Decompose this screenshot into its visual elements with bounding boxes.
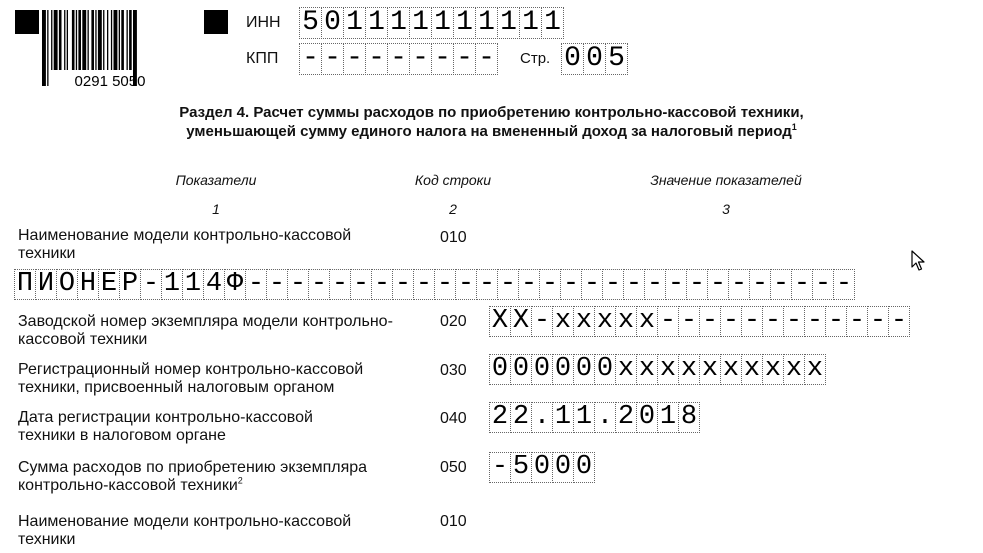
row-040-label (18, 409, 438, 445)
char-cell: - (329, 269, 351, 300)
row-050-label-line1: Сумма расходов по приобретению экземпляра (18, 459, 368, 476)
char-cell: - (783, 306, 805, 337)
char-cell: - (833, 269, 855, 300)
char-cell: - (453, 43, 476, 75)
char-cell: О (56, 269, 78, 300)
row-040-label-line1: Дата регистрации контрольно-кассовой (18, 409, 313, 426)
char-cell: - (728, 269, 750, 300)
char-cell: x (636, 354, 658, 385)
char-cell: 1 (182, 269, 204, 300)
char-cell: x (741, 354, 763, 385)
char-cell: - (350, 269, 372, 300)
char-cell: Ф (224, 269, 246, 300)
char-cell: - (623, 269, 645, 300)
char-cell: x (552, 306, 574, 337)
row-050-label (18, 459, 438, 495)
char-cell: 1 (573, 402, 595, 433)
char-cell: - (539, 269, 561, 300)
char-cell: - (455, 269, 477, 300)
char-cell: - (299, 43, 322, 75)
mouse-cursor-icon (911, 250, 925, 272)
char-cell: 1 (161, 269, 183, 300)
char-cell: 0 (573, 452, 595, 483)
char-cell: 0 (573, 354, 595, 385)
char-cell: - (560, 269, 582, 300)
char-cell: - (749, 269, 771, 300)
char-cell: - (657, 306, 679, 337)
char-cell: X (510, 306, 532, 337)
char-cell: . (531, 402, 553, 433)
row-010b-label-line1: Наименование модели контрольно-кассовой (18, 513, 352, 530)
char-cell: 0 (552, 452, 574, 483)
char-cell: 0 (489, 354, 511, 385)
char-cell: 0 (531, 452, 553, 483)
char-cell: - (531, 306, 553, 337)
char-cell: - (762, 306, 784, 337)
char-cell: x (699, 354, 721, 385)
char-cell: x (573, 306, 595, 337)
char-cell: - (497, 269, 519, 300)
char-cell: - (245, 269, 267, 300)
char-cell: 1 (453, 7, 476, 39)
page-cells (561, 43, 627, 75)
char-cell: 0 (636, 402, 658, 433)
row-010-label-line1: Наименование модели контрольно-кассовой (18, 227, 352, 244)
char-cell: 1 (475, 7, 498, 39)
char-cell: - (867, 306, 889, 337)
char-cell: 0 (510, 354, 532, 385)
row-020-label (18, 313, 438, 349)
char-cell: - (602, 269, 624, 300)
char-cell: 0 (583, 43, 606, 75)
char-cell: 2 (489, 402, 511, 433)
alignment-marker-right (204, 10, 228, 34)
char-cell: x (615, 354, 637, 385)
char-cell: И (35, 269, 57, 300)
char-cell: x (762, 354, 784, 385)
kpp-label: КПП (246, 50, 279, 67)
row-050-label-line2-text: контрольно-кассовой техники (18, 477, 238, 494)
row-010-cells[interactable] (14, 269, 854, 300)
char-cell: Н (77, 269, 99, 300)
row-040-cells[interactable] (489, 402, 699, 433)
section-title-line2-text: уменьшающей сумму единого налога на вмененный доход за налоговый период (186, 123, 792, 140)
char-cell: x (678, 354, 700, 385)
char-cell: П (14, 269, 36, 300)
char-cell: 1 (409, 7, 432, 39)
char-cell: 1 (431, 7, 454, 39)
char-cell: 0 (552, 354, 574, 385)
char-cell: - (686, 269, 708, 300)
char-cell: 5 (510, 452, 532, 483)
char-cell: X (489, 306, 511, 337)
char-cell: 2 (615, 402, 637, 433)
char-cell: 0 (531, 354, 553, 385)
char-cell: - (720, 306, 742, 337)
char-cell: 5 (299, 7, 322, 39)
char-cell: - (140, 269, 162, 300)
row-040-label-line2: техники в налоговом органе (18, 427, 226, 444)
row-010b-label-line2: техники (18, 531, 76, 548)
kpp-cells (299, 43, 497, 75)
char-cell: - (343, 43, 366, 75)
char-cell: - (476, 269, 498, 300)
column-header-indicators: Показатели (175, 172, 257, 188)
row-010-label (18, 227, 438, 263)
char-cell: - (321, 43, 344, 75)
column-number-1: 1 (212, 201, 220, 217)
row-050-cells[interactable] (489, 452, 594, 483)
char-cell: - (791, 269, 813, 300)
char-cell: - (287, 269, 309, 300)
char-cell: - (365, 43, 388, 75)
char-cell: - (266, 269, 288, 300)
char-cell: x (657, 354, 679, 385)
char-cell: - (644, 269, 666, 300)
char-cell: 1 (552, 402, 574, 433)
char-cell: x (615, 306, 637, 337)
char-cell: 1 (497, 7, 520, 39)
char-cell: x (804, 354, 826, 385)
section-title-line1: Раздел 4. Расчет суммы расходов по приобретению контрольно-кассовой техники, (179, 104, 804, 121)
inn-label: ИНН (246, 14, 281, 31)
row-030-label (18, 361, 438, 397)
char-cell: - (888, 306, 910, 337)
section-title-line2 (0, 122, 983, 141)
row-020-cells[interactable] (489, 306, 909, 337)
row-040-code: 040 (440, 410, 467, 427)
barcode-number: 0291 5050 (74, 73, 146, 88)
char-cell: 1 (541, 7, 564, 39)
char-cell: 1 (365, 7, 388, 39)
page-label: Стр. (520, 50, 551, 67)
char-cell: - (581, 269, 603, 300)
char-cell: - (665, 269, 687, 300)
column-header-line-code: Код строки (414, 172, 492, 188)
char-cell: 5 (605, 43, 628, 75)
char-cell: - (392, 269, 414, 300)
char-cell: - (489, 452, 511, 483)
section-title (0, 103, 983, 141)
column-number-3: 3 (722, 201, 730, 217)
char-cell: - (707, 269, 729, 300)
char-cell: - (475, 43, 498, 75)
row-030-code: 030 (440, 362, 467, 379)
row-010-label-line2: техники (18, 245, 76, 262)
char-cell: - (413, 269, 435, 300)
row-010-code: 010 (440, 229, 467, 246)
char-cell: - (812, 269, 834, 300)
char-cell: x (636, 306, 658, 337)
char-cell: . (594, 402, 616, 433)
char-cell: - (846, 306, 868, 337)
char-cell: - (387, 43, 410, 75)
row-010b-code: 010 (440, 513, 467, 530)
char-cell: 0 (561, 43, 584, 75)
char-cell: - (431, 43, 454, 75)
char-cell: - (804, 306, 826, 337)
char-cell: - (371, 269, 393, 300)
char-cell: 1 (519, 7, 542, 39)
row-030-label-line2: техники, присвоенный налоговым органом (18, 379, 335, 396)
char-cell: - (518, 269, 540, 300)
char-cell: x (594, 306, 616, 337)
row-010b-label (18, 513, 438, 549)
char-cell: - (434, 269, 456, 300)
char-cell: - (699, 306, 721, 337)
char-cell: 4 (203, 269, 225, 300)
char-cell: 0 (594, 354, 616, 385)
column-header-values: Значение показателей (650, 172, 802, 188)
char-cell: 8 (678, 402, 700, 433)
row-030-label-line1: Регистрационный номер контрольно-кассовой (18, 361, 364, 378)
char-cell: x (720, 354, 742, 385)
char-cell: - (741, 306, 763, 337)
char-cell: 1 (343, 7, 366, 39)
column-number-2: 2 (449, 201, 457, 217)
char-cell: - (825, 306, 847, 337)
inn-cells (299, 7, 563, 39)
char-cell: 2 (510, 402, 532, 433)
row-050-label-line2 (18, 477, 438, 495)
char-cell: 0 (321, 7, 344, 39)
char-cell: 1 (657, 402, 679, 433)
char-cell: - (308, 269, 330, 300)
row-050-code: 050 (440, 459, 467, 476)
row-030-cells[interactable] (489, 354, 825, 385)
row-020-code: 020 (440, 313, 467, 330)
barcode (42, 10, 178, 88)
char-cell: - (678, 306, 700, 337)
row-020-label-line2: кассовой техники (18, 331, 148, 348)
alignment-marker-left (15, 10, 39, 34)
char-cell: - (409, 43, 432, 75)
row-020-label-line1: Заводской номер экземпляра модели контрольно- (18, 313, 393, 330)
char-cell: x (783, 354, 805, 385)
char-cell: 1 (387, 7, 410, 39)
char-cell: Р (119, 269, 141, 300)
section-title-footnote: 1 (791, 122, 797, 132)
char-cell: Е (98, 269, 120, 300)
char-cell: - (770, 269, 792, 300)
row-050-footnote: 2 (237, 475, 243, 486)
